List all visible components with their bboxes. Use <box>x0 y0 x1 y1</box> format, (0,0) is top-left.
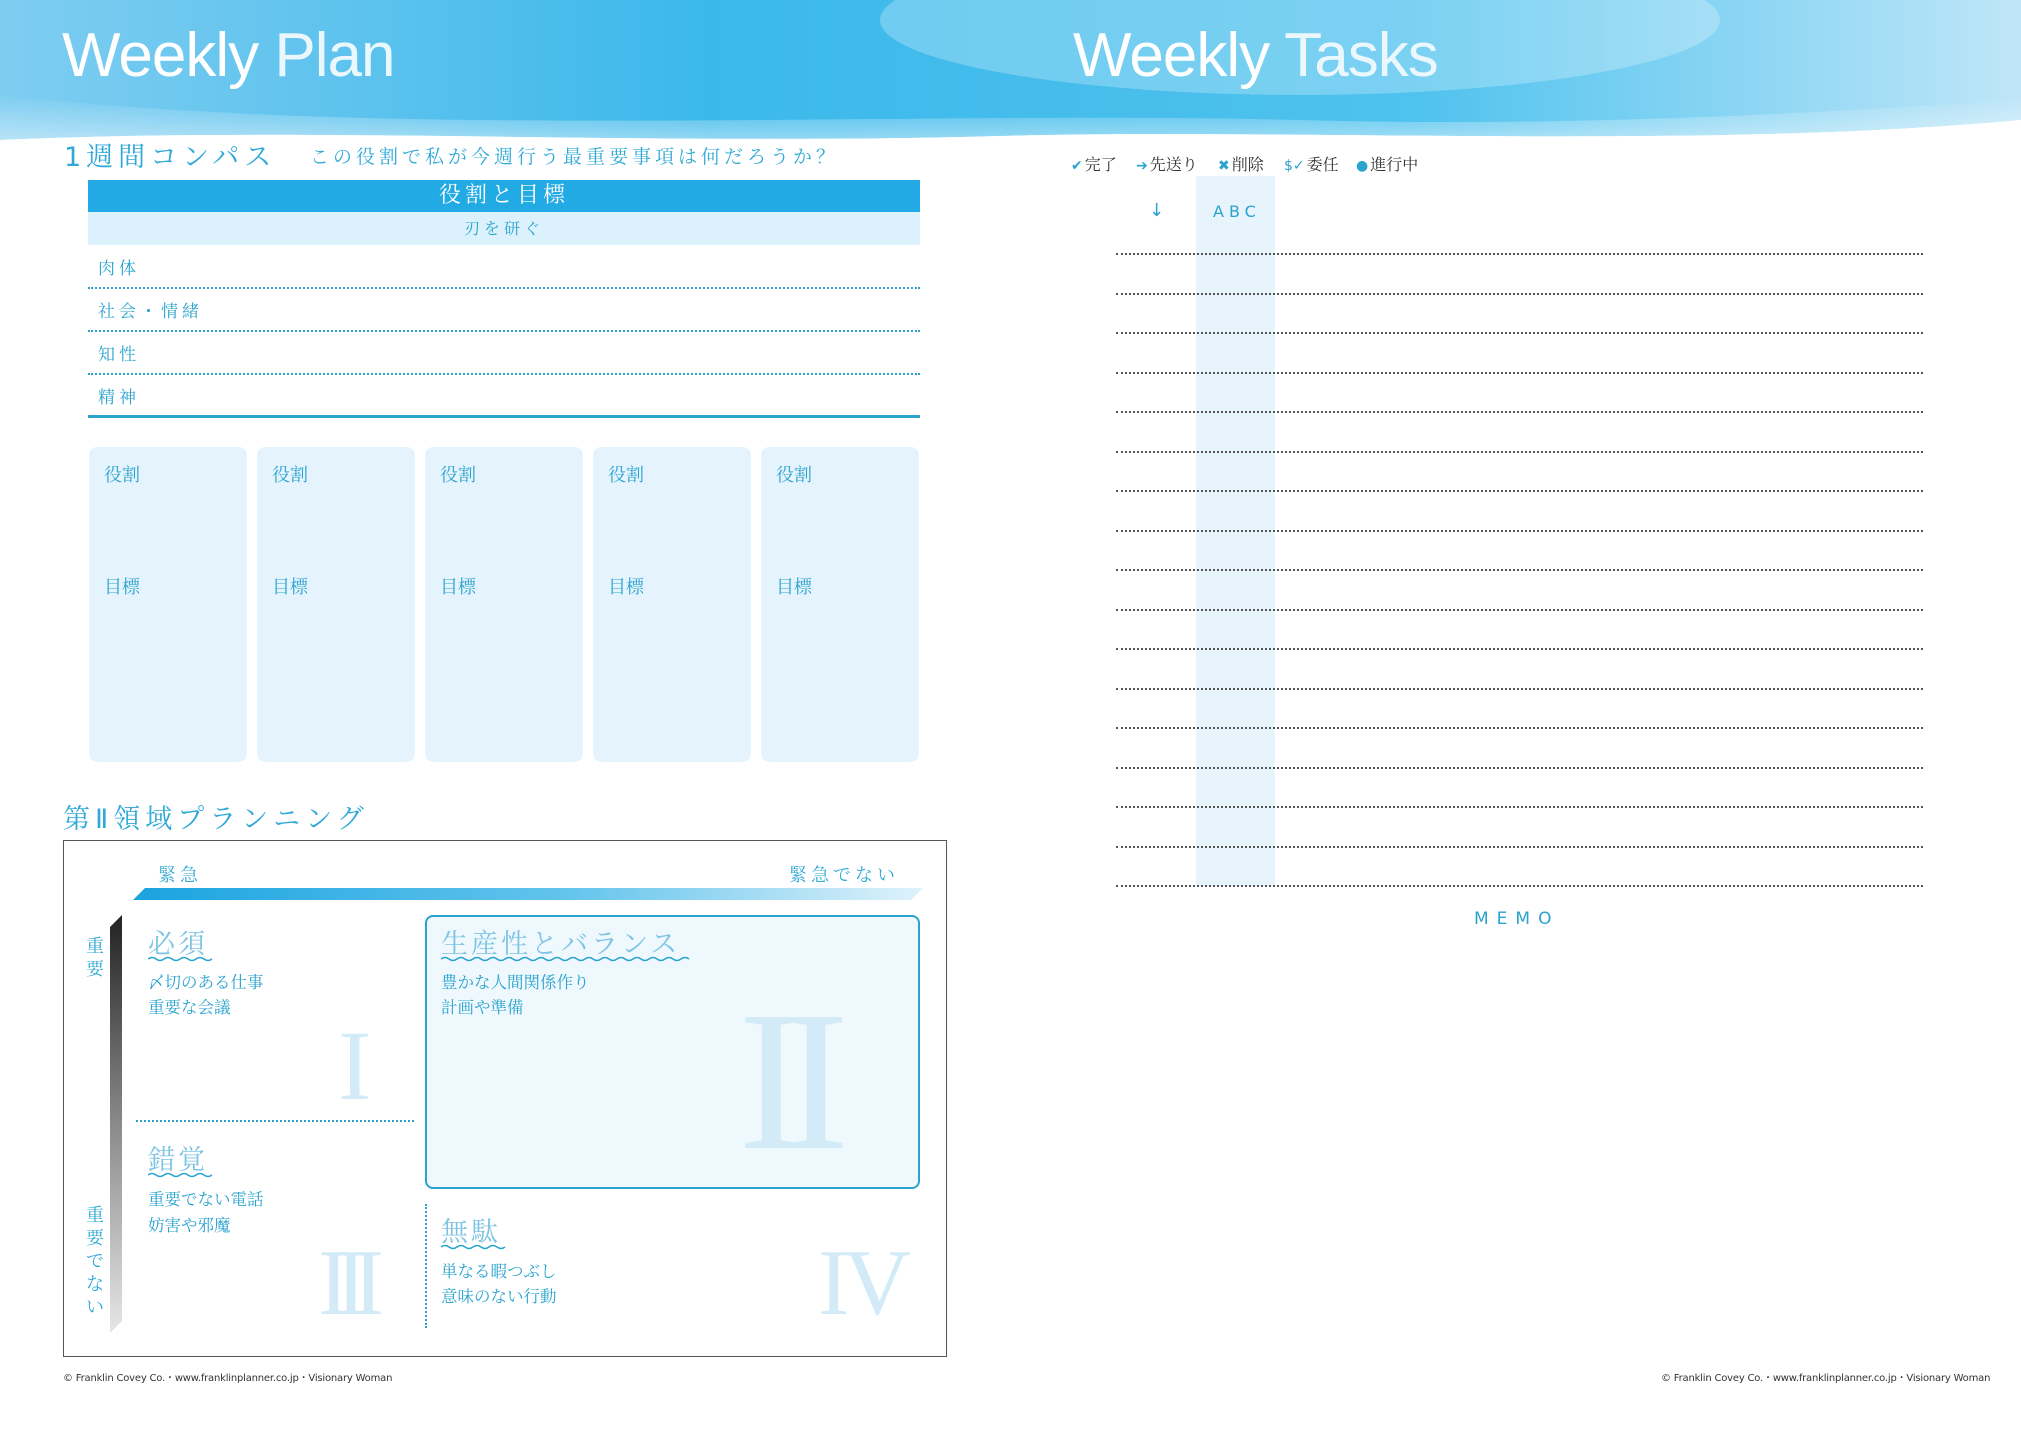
task-line[interactable] <box>1116 806 1923 808</box>
task-line[interactable] <box>1116 648 1923 650</box>
q3-item: 重要でない電話 <box>148 1190 264 1209</box>
q3-title: 錯覚 <box>148 1145 208 1176</box>
legend-delegate <box>1284 152 1339 175</box>
legend-in-progress <box>1356 152 1418 175</box>
task-line[interactable] <box>1116 372 1923 374</box>
legend-delete <box>1218 152 1264 175</box>
weekly-tasks-title <box>1073 20 1438 91</box>
role-box[interactable] <box>257 447 415 762</box>
compass-title: 1週間コンパス <box>64 142 277 173</box>
task-line[interactable] <box>1116 846 1923 848</box>
roman-numeral-3: III <box>318 1231 370 1335</box>
memo-label: MEMO <box>1474 909 1560 929</box>
dimension-row-spiritual[interactable]: 精神 <box>88 376 920 418</box>
legend-label: 進行中 <box>1370 155 1419 174</box>
quadrant-divider <box>425 1204 427 1328</box>
task-line[interactable] <box>1116 411 1923 413</box>
goal-label: 目標 <box>440 577 476 598</box>
legend-label: 先送り <box>1149 155 1198 174</box>
footer-left: © Franklin Covey Co.・www.franklinplanner.co.jp・Visionary Woman <box>63 1373 393 1384</box>
footer-right: © Franklin Covey Co.・www.franklinplanner.co.jp・Visionary Woman <box>1661 1373 1991 1384</box>
urgency-gradient-bar <box>133 888 923 902</box>
not-important-label: 重 要 で な い <box>86 1205 104 1318</box>
cross-icon: ✖ <box>1218 158 1230 174</box>
urgent-label: 緊急 <box>158 865 202 886</box>
roman-numeral-2: II <box>738 971 828 1192</box>
legend-complete <box>1071 152 1117 175</box>
role-label: 役割 <box>272 465 308 486</box>
quadrant-section-title: 第Ⅱ領域プランニング <box>63 804 369 835</box>
important-label: 重 要 <box>86 936 104 980</box>
q1-item: 重要な会議 <box>148 998 231 1017</box>
q2-item: 豊かな人間関係作り <box>441 973 590 992</box>
role-label: 役割 <box>608 465 644 486</box>
priority-column-header: ABC <box>1213 202 1261 221</box>
legend-label: 委任 <box>1306 155 1339 174</box>
status-column-header: ↓ <box>1149 200 1165 221</box>
title-word: Weekly <box>62 21 259 90</box>
role-label: 役割 <box>776 465 812 486</box>
role-box[interactable] <box>761 447 919 762</box>
weekly-plan-title <box>62 20 394 91</box>
quadrant-divider <box>136 1120 414 1122</box>
role-box[interactable] <box>425 447 583 762</box>
legend-label: 完了 <box>1084 155 1117 174</box>
wavy-underline <box>148 956 214 962</box>
task-line[interactable] <box>1116 609 1923 611</box>
task-line[interactable] <box>1116 530 1923 532</box>
roman-numeral-1: I <box>338 1010 372 1121</box>
q2-title: 生産性とバランス <box>441 929 681 960</box>
dimension-row-social[interactable]: 社会・情緒 <box>88 290 920 332</box>
wavy-underline <box>441 1244 507 1250</box>
goal-label: 目標 <box>272 577 308 598</box>
check-icon: ✔ <box>1071 158 1083 174</box>
wavy-underline <box>441 956 691 962</box>
task-line[interactable] <box>1116 727 1923 729</box>
role-box[interactable] <box>89 447 247 762</box>
goal-label: 目標 <box>104 577 140 598</box>
q1-title: 必須 <box>148 929 208 960</box>
q4-item: 単なる暇つぶし <box>441 1262 557 1281</box>
wavy-underline <box>148 1172 214 1178</box>
sharpen-saw-row: 刃を研ぐ <box>88 212 920 245</box>
role-label: 役割 <box>104 465 140 486</box>
legend-forward <box>1136 152 1198 175</box>
role-box[interactable] <box>593 447 751 762</box>
goal-label: 目標 <box>608 577 644 598</box>
q1-item: 〆切のある仕事 <box>148 973 264 992</box>
q4-item: 意味のない行動 <box>441 1287 557 1306</box>
importance-gradient-bar <box>108 915 124 1333</box>
arrow-right-icon: ➔ <box>1136 158 1148 174</box>
title-word: Tasks <box>1284 21 1438 90</box>
task-line[interactable] <box>1116 293 1923 295</box>
legend-label: 削除 <box>1231 155 1264 174</box>
dimension-row-physical[interactable]: 肉体 <box>88 247 920 289</box>
roles-goals-header: 役割と目標 <box>88 180 920 212</box>
dot-icon: ● <box>1356 158 1369 174</box>
compass-question: この役割で私が今週行う最重要事項は何だろうか？ <box>310 146 840 168</box>
goal-label: 目標 <box>776 577 812 598</box>
task-line[interactable] <box>1116 885 1923 887</box>
title-word: Plan <box>274 21 395 90</box>
q2-item: 計画や準備 <box>441 998 524 1017</box>
task-line[interactable] <box>1116 332 1923 334</box>
not-urgent-label: 緊急でない <box>789 865 899 886</box>
q3-item: 妨害や邪魔 <box>148 1216 231 1235</box>
task-line[interactable] <box>1116 253 1923 255</box>
task-line[interactable] <box>1116 688 1923 690</box>
q4-title: 無駄 <box>441 1217 501 1248</box>
task-line[interactable] <box>1116 569 1923 571</box>
task-line[interactable] <box>1116 490 1923 492</box>
task-line[interactable] <box>1116 767 1923 769</box>
task-line[interactable] <box>1116 451 1923 453</box>
dimension-row-mental[interactable]: 知性 <box>88 333 920 375</box>
delegate-icon: $✓ <box>1284 158 1305 174</box>
title-word: Weekly <box>1073 21 1270 90</box>
roman-numeral-4: IV <box>818 1231 906 1335</box>
role-label: 役割 <box>440 465 476 486</box>
